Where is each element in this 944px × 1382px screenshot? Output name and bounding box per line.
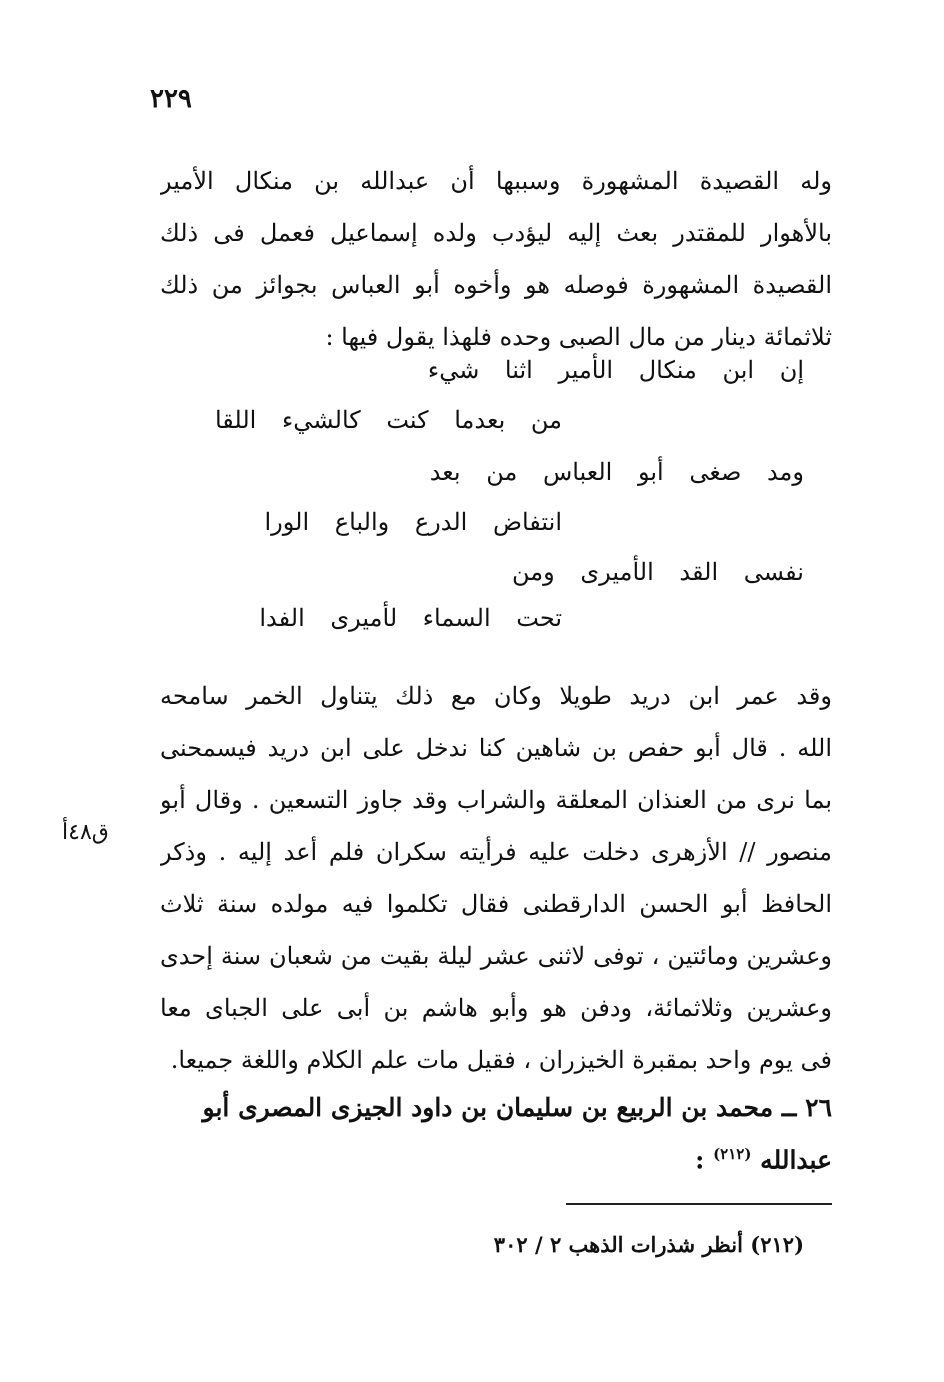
footnote-reference: (٢١٢): [713, 1145, 752, 1163]
paragraph-line: القصيدة المشهورة فوصله هو وأخوه أبو العباس بجوائز من ذلك: [160, 271, 832, 299]
verse-line: انتفاض الدرع والباع الورا: [264, 508, 562, 536]
footnote-divider: [566, 1203, 832, 1205]
paragraph-line: وعشرين وثلاثمائة، ودفن هو وأبو هاشم بن أبى على الجباى معا: [160, 994, 832, 1022]
paragraph-line: فى يوم واحد بمقبرة الخيزران ، فقيل مات علم الكلام واللغة جميعا.: [170, 1046, 832, 1074]
manuscript-folio-note: ق٤٨أ: [62, 820, 109, 845]
paragraph-line: منصور // الأزهرى دخلت عليه فرأيته سكران فلم أعد إليه . وذكر: [160, 838, 832, 866]
paragraph-1: [160, 155, 832, 363]
paragraph-line: بالأهوار للمقتدر بعث إليه ليؤدب ولده إسماعيل فعمل فى ذلك: [160, 219, 832, 247]
page-number: ٢٢٩: [150, 84, 192, 114]
entry-heading-text: ٢٦ ــ محمد بن الربيع بن سليمان بن داود الجيزى المصرى أبو عبدالله: [202, 1093, 832, 1175]
entry-heading: [160, 1085, 832, 1183]
verse-line: تحت السماء لأميرى الفدا: [259, 604, 562, 632]
paragraph-line: الحافظ أبو الحسن الدارقطنى فقال تكلموا فيه مولده سنة ثلاث: [160, 890, 832, 918]
paragraph-line: ثلاثمائة دينار من مال الصبى وحده فلهذا يقول فيها :: [325, 323, 832, 351]
paragraph-line: الله . قال أبو حفص بن شاهين كنا ندخل على ابن دريد فيسمحنى: [160, 734, 832, 762]
verse-line: إن ابن منكال الأمير اثنا شيء: [427, 356, 804, 384]
paragraph-line: بما نرى من العنذان المعلقة والشراب وقد جاوز التسعين . وقال أبو: [160, 786, 832, 814]
verse-line: من بعدما كنت كالشيء اللقا: [214, 406, 562, 434]
paragraph-line: وقد عمر ابن دريد طويلا وكان مع ذلك يتناول الخمر سامحه: [160, 682, 832, 710]
paragraph-line: وعشرين ومائتين ، توفى لاثنى عشر ليلة بقيت من شعبان سنة إحدى: [160, 942, 832, 970]
entry-heading-tail: :: [695, 1145, 714, 1175]
paragraph-2: [160, 670, 832, 1086]
paragraph-line: وله القصيدة المشهورة وسببها أن عبدالله بن منكال الأمير: [160, 167, 832, 195]
verse-line: ومد صغى أبو العباس من بعد: [429, 458, 804, 486]
verse-line: نفسى القد الأميرى ومن: [512, 558, 804, 586]
footnote: (٢١٢) أنظر شذرات الذهب ٢ / ٣٠٢: [493, 1232, 804, 1257]
